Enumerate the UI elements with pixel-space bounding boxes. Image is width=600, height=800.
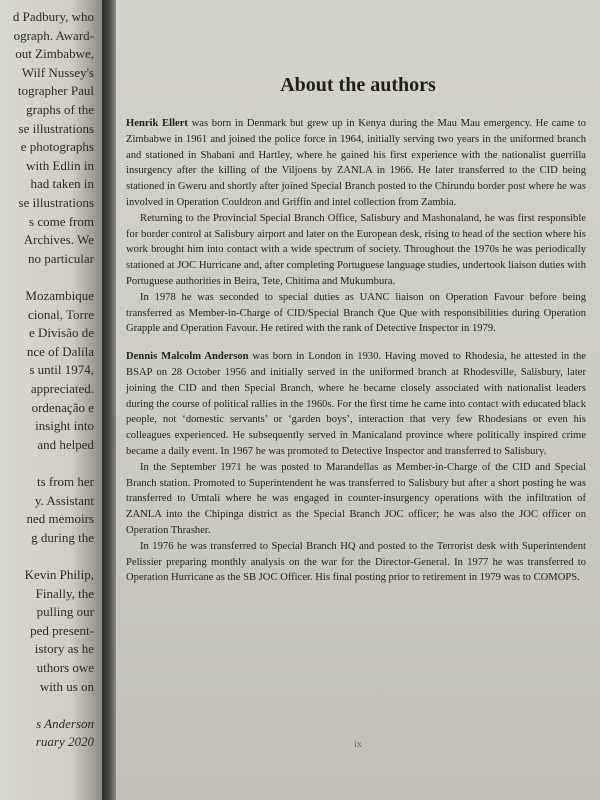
ellert-paragraph-1 <box>126 116 586 211</box>
left-page-line: with Edlin in <box>26 157 94 173</box>
left-page-line: istory as he <box>34 641 94 657</box>
authors-text <box>126 116 586 586</box>
left-page-line: ordenação e <box>31 399 94 415</box>
page-number: ix <box>354 739 362 750</box>
left-page-line: se illustrations <box>18 120 94 136</box>
right-page <box>116 0 600 800</box>
left-page <box>0 0 102 800</box>
page-title: About the authors <box>280 74 436 96</box>
left-page-line: g during the <box>31 529 94 545</box>
left-page-line: Kevin Philip, <box>24 567 94 582</box>
left-page-line: ograph. Award- <box>13 27 94 43</box>
left-page-line: Finally, the <box>35 585 94 601</box>
left-page-line: insight into <box>35 418 94 434</box>
ellert-paragraph-3: In 1978 he was seconded to special duties as UANC liaison on Operation Favour before being transferred as Member-in-Charge of CID/Special Branch Que Que with responsibilities during Operation Grapple and Operation Favour. He retired with the rank of Detective Inspector in 1979. <box>126 291 586 335</box>
left-page-line: e photographs <box>20 139 94 155</box>
left-page-line: ned memoirs <box>26 511 94 527</box>
left-page-line: s until 1974, <box>29 362 94 378</box>
left-page-line: appreciated. <box>30 381 94 396</box>
left-page-line: ruary 2020 <box>35 734 94 750</box>
left-page-line: s Anderson <box>36 715 94 731</box>
left-page-line: ped present- <box>30 622 94 638</box>
left-page-line: ts from her <box>36 474 94 489</box>
author-name-ellert: Henrik Ellert <box>126 118 188 129</box>
left-page-line: and helped <box>37 436 94 452</box>
left-page-line: e Divisão de <box>29 325 94 341</box>
anderson-paragraph-1 <box>126 349 586 460</box>
anderson-paragraph-2: In the September 1971 he was posted to Marandellas as Member-in-Charge of the CID and Special Branch station. Promoted to Superintendent he was transferred to Salisbury but after a short posting he was transferred to Umtali where he was engaged in counter-insurgency operations with the infiltration of ZANLA into the Chipinga district as the Special Branch JOC officer; he was also the JOC officer on Operation Thrasher. <box>126 461 586 536</box>
left-page-line: nce of Dalila <box>26 343 94 359</box>
left-page-line: se illustrations <box>18 195 94 210</box>
left-page-line: Mozambique <box>25 288 94 303</box>
left-page-line: with us on <box>39 678 94 694</box>
left-page-line: pulling our <box>36 604 94 620</box>
book-gutter <box>102 0 116 800</box>
ellert-paragraph-2: Returning to the Provincial Special Branch Office, Salisbury and Mashonaland, he was first responsible for border control at Salisbury airport and later on the European desk, rising to head of the section where his work brought him into contact with a wide spectrum of society. Throughout the 1970s he was periodically stationed at JOC Hurricane and, after completing Portuguese language studies, undertook liaison duties with Portuguese authorities in Beira, Tete, Chitima and Mukumbura. <box>126 212 586 287</box>
left-page-line: Archives. We <box>23 232 94 248</box>
left-page-line: no particular <box>27 250 94 266</box>
ellert-bio-1: was born in Denmark but grew up in Kenya during the Mau Mau emergency. He came to Zimbabwe in 1961 and joined the police force in 1964, initially serving two years in the uniformed branch and stationed in Shabani and Hartley, where he gained his first experience with the nationalist guerrilla insurgency after the killing of the Viljoens by ZANLA in 1966. He later transferred to the CID being stationed in Gweru and shortly after joined Special Branch posted to the Chirundu border post where he was involved in Operation Couldron and Griffin and intel collection from Zambia. <box>126 118 586 208</box>
left-page-line: out Zimbabwe, <box>15 46 94 62</box>
author-name-anderson: Dennis Malcolm Anderson <box>126 351 249 363</box>
left-page-line: graphs of the <box>26 102 94 117</box>
left-page-line: y. Assistant <box>34 492 94 508</box>
left-page-line: cional, Torre <box>28 306 94 322</box>
left-page-line: uthors owe <box>36 660 94 675</box>
left-page-line: s come from <box>29 213 94 229</box>
anderson-paragraph-3: In 1976 he was transferred to Special Branch HQ and posted to the Terrorist desk with Superintendent Pelissier preparing monthly analysis on the war for the Director-General. In 1977 he was transferred to Operation Hurricane as the SB JOC Officer. His final posting prior to retirement in 1979 was to COMOPS. <box>126 540 586 584</box>
left-page-line: d Padbury, who <box>12 9 94 24</box>
anderson-bio-1: was born in London in 1930. Having moved to Rhodesia, he attested in the BSAP on 28 October 1956 and initially served in the uniformed branch at Rhodesville, Salisbury, later joining the CID and then Special Branch, where he became closely associated with nationalist leaders during the course of political rallies in the 1960s. For the first time he came into contact with educated black people, not ‘domestic servants’ or ‘garden boys’, interaction that very few Rhodesians or even his colleagues experienced. He subsequently served in Manicaland province where politically inspired crime became a daily event. In 1967 he was promoted to Detective Inspector and transferred to Salisbury. <box>126 351 586 457</box>
left-page-line: Wilf Nussey's <box>21 64 94 80</box>
left-page-line: tographer Paul <box>17 83 94 99</box>
left-page-line: had taken in <box>30 176 94 192</box>
